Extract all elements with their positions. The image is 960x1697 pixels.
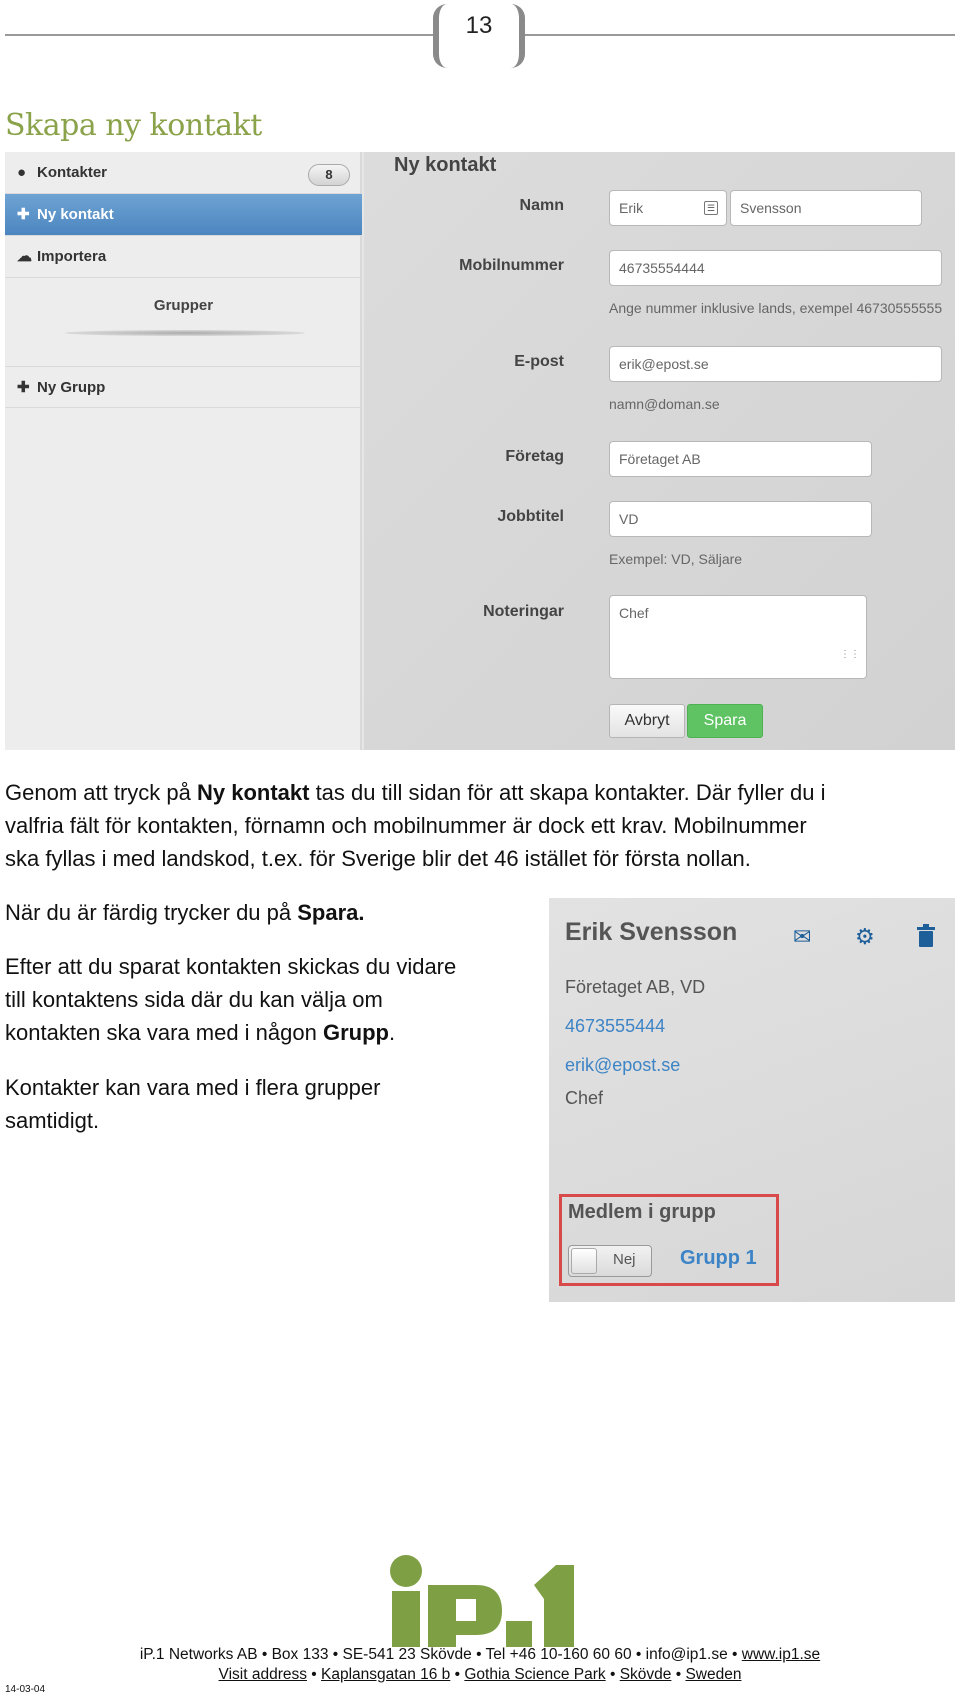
separator: • bbox=[671, 1666, 686, 1683]
contact-phone-link[interactable]: 4673555444 bbox=[565, 1016, 666, 1036]
sidebar-item-new-group[interactable] bbox=[5, 366, 362, 408]
first-name-input[interactable] bbox=[609, 190, 727, 226]
last-name-input[interactable]: Svensson bbox=[730, 190, 922, 226]
sidebar-item-import[interactable] bbox=[5, 236, 362, 278]
paragraph-intro bbox=[5, 776, 825, 875]
contact-note: Chef bbox=[565, 1088, 604, 1108]
jobtitle-input[interactable]: VD bbox=[609, 501, 872, 537]
person-icon: ● bbox=[17, 164, 27, 181]
company-input[interactable]: Företaget AB bbox=[609, 441, 872, 477]
groups-heading: Grupper bbox=[153, 297, 214, 314]
footer-company-info: iP.1 Networks AB • Box 133 • SE-541 23 Skövde • Tel +46 10-160 60 60 • info@ip1.se • bbox=[139, 1646, 742, 1663]
save-button[interactable]: Spara bbox=[687, 704, 763, 738]
group-membership-toggle[interactable] bbox=[568, 1245, 652, 1277]
street-link[interactable]: Kaplansgatan 16 b bbox=[321, 1666, 451, 1683]
contacts-count-badge: 8 bbox=[308, 164, 350, 186]
page-number-text: 13 bbox=[465, 12, 493, 39]
plus-icon: ✚ bbox=[17, 379, 30, 396]
paragraph-line: till kontaktens sida där du kan välja om bbox=[5, 987, 383, 1012]
email-label: E-post bbox=[514, 353, 564, 370]
paragraph-intro-line2: valfria fält för kontakten, förnamn och mobilnummer är dock ett krav. Mobilnummer bbox=[5, 813, 807, 838]
group-name: Grupp 1 bbox=[680, 1247, 757, 1269]
notes-textarea[interactable] bbox=[609, 595, 867, 679]
new-contact-screenshot bbox=[5, 152, 955, 750]
separator: • bbox=[605, 1666, 620, 1683]
sidebar bbox=[5, 152, 362, 750]
first-name-value: Erik bbox=[619, 200, 644, 216]
paragraph-intro-line1 bbox=[5, 776, 825, 809]
notes-value: Chef bbox=[619, 605, 649, 621]
text-span: tas du till sidan för att skapa kontakter. Där fyller du i bbox=[309, 780, 826, 805]
paragraph-line: Kontakter kan vara med i flera grupper bbox=[5, 1075, 381, 1100]
mobile-input[interactable]: 46735554444 bbox=[609, 250, 942, 286]
contact-card-icon[interactable]: ☰ bbox=[704, 201, 718, 215]
form-title: Ny kontakt bbox=[394, 154, 497, 176]
name-label: Namn bbox=[519, 197, 564, 214]
country-link[interactable]: Sweden bbox=[685, 1666, 742, 1683]
groups-divider bbox=[65, 330, 305, 336]
contact-email-link[interactable]: erik@epost.se bbox=[565, 1055, 681, 1075]
bold-span: Ny kontakt bbox=[196, 780, 310, 805]
bold-span: Spara. bbox=[297, 900, 365, 925]
contact-form bbox=[364, 152, 955, 750]
website-link[interactable]: www.ip1.se bbox=[741, 1646, 821, 1663]
gear-icon[interactable]: ⚙ bbox=[855, 924, 875, 949]
footer-line1 bbox=[0, 1646, 960, 1664]
sidebar-item-label: Importera bbox=[37, 248, 107, 265]
contact-page-screenshot bbox=[549, 898, 955, 1302]
resize-grip-icon[interactable]: ⋮⋮ bbox=[840, 649, 860, 660]
separator: • bbox=[450, 1666, 465, 1683]
sidebar-item-label: Ny Grupp bbox=[37, 379, 106, 396]
contact-name: Erik Svensson bbox=[565, 918, 738, 946]
section-title: Skapa ny kontakt bbox=[5, 108, 262, 143]
header-rule-right bbox=[525, 34, 955, 36]
jobtitle-hint: Exempel: VD, Säljare bbox=[609, 551, 743, 567]
text-span: Genom att tryck på bbox=[5, 780, 197, 805]
text-span: När du är färdig trycker du på bbox=[5, 900, 298, 925]
park-link[interactable]: Gothia Science Park bbox=[464, 1666, 606, 1683]
text-span: . bbox=[388, 1020, 396, 1045]
separator: • bbox=[306, 1666, 322, 1683]
envelope-icon[interactable]: ✉ bbox=[793, 924, 812, 949]
cancel-button[interactable]: Avbryt bbox=[609, 704, 685, 738]
toggle-label: Nej bbox=[613, 1251, 636, 1268]
page-number bbox=[433, 4, 525, 68]
paragraph-save bbox=[5, 896, 365, 929]
paragraph-line: Efter att du sparat kontakten skickas du vidare bbox=[5, 954, 457, 979]
jobtitle-label: Jobbtitel bbox=[497, 508, 564, 525]
cloud-upload-icon: ☁ bbox=[17, 248, 32, 265]
group-membership-highlight bbox=[559, 1194, 779, 1286]
toggle-knob bbox=[571, 1248, 597, 1274]
contact-company: Företaget AB, VD bbox=[565, 977, 706, 997]
mobile-label: Mobilnummer bbox=[459, 257, 564, 274]
notes-label: Noteringar bbox=[483, 603, 564, 620]
email-hint: namn@doman.se bbox=[609, 396, 720, 412]
text-span: kontakten ska vara med i någon bbox=[5, 1020, 323, 1045]
sidebar-item-contacts[interactable] bbox=[5, 152, 362, 194]
sidebar-item-label: Ny kontakt bbox=[37, 206, 114, 223]
footer-line2 bbox=[0, 1666, 960, 1684]
paragraph-line: samtidigt. bbox=[5, 1108, 100, 1133]
sidebar-item-new-contact[interactable] bbox=[5, 194, 362, 236]
document-date: 14-03-04 bbox=[5, 1684, 46, 1695]
paragraph-groups bbox=[5, 1071, 380, 1137]
trash-icon-svg bbox=[915, 924, 937, 948]
paragraph-intro-line3: ska fyllas i med landskod, t.ex. för Sverige blir det 46 istället för första nollan. bbox=[5, 846, 751, 871]
sidebar-item-label: Kontakter bbox=[37, 164, 108, 181]
group-membership-heading: Medlem i grupp bbox=[568, 1201, 716, 1223]
email-input[interactable]: erik@epost.se bbox=[609, 346, 942, 382]
ip1-logo bbox=[384, 1555, 574, 1647]
plus-icon: ✚ bbox=[17, 206, 30, 223]
bold-span: Grupp bbox=[322, 1020, 389, 1045]
trash-icon[interactable] bbox=[915, 924, 937, 954]
company-label: Företag bbox=[505, 448, 564, 465]
header-rule-left bbox=[5, 34, 433, 36]
visit-address-link[interactable]: Visit address bbox=[218, 1666, 307, 1683]
paragraph-line bbox=[5, 1016, 456, 1049]
paragraph-after-save bbox=[5, 950, 456, 1049]
mobile-hint: Ange nummer inklusive lands, exempel 46730555555 bbox=[609, 300, 943, 316]
city-link[interactable]: Skövde bbox=[619, 1666, 672, 1683]
